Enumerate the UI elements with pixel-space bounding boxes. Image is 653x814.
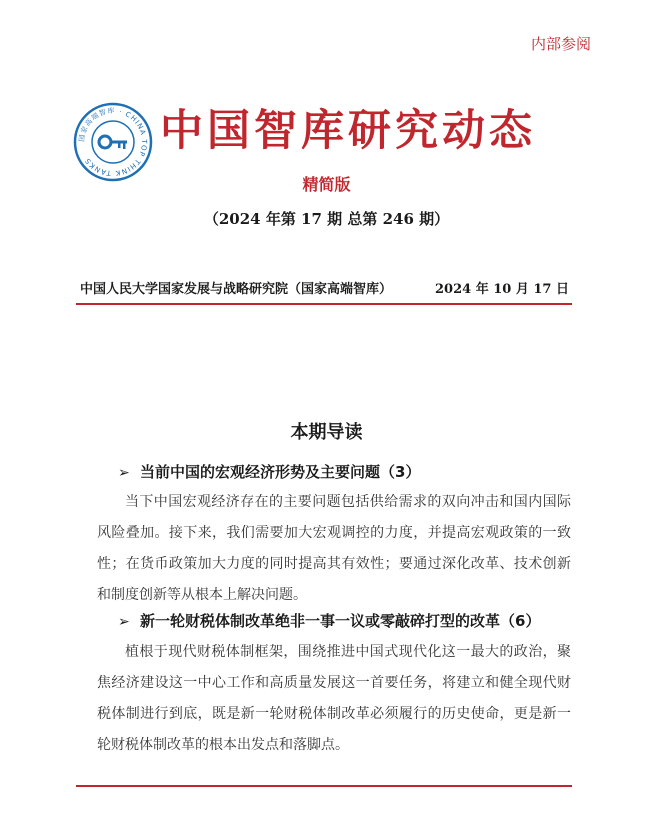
arrow-bullet-icon: ➢ — [118, 614, 130, 630]
article-abstract: 植根于现代财税体制框架，围绕推进中国式现代化这一最大的政治，聚焦经济建设这一中心工作和高质量发展这一首要任务，将建立和健全现代财税体制进行到底，既是新一轮财税体制改革必须履行的历史使命，更是新一轮财税体制改革的根本出发点和落脚点。 — [97, 644, 571, 753]
publication-date: 2024 年 10 月 17 日 — [435, 282, 569, 297]
think-tank-seal-icon — [73, 102, 153, 182]
article-abstract: 当下中国宏观经济存在的主要问题包括供给需求的双向冲击和国内国际风险叠加。接下来，我们需要加大宏观调控的力度，并提高宏观政策的一致性；在货币政策加大力度的同时提高其有效性；要通过深化改革、技术创新和制度创新等从根本上解决问题。 — [97, 494, 571, 603]
publication-title: 中国智库研究动态 — [160, 106, 536, 156]
logo-ring-text: 国家高端智库 · CHINA TOP THINK TANKS — [77, 106, 149, 178]
header-divider — [76, 303, 572, 305]
article-title[interactable] — [118, 610, 540, 631]
article-title-text: 当前中国的宏观经济形势及主要问题（3） — [140, 463, 421, 481]
think-tank-logo — [73, 102, 153, 182]
article-title[interactable] — [118, 461, 420, 482]
internal-reference-label: 内部参阅 — [530, 35, 591, 53]
arrow-bullet-icon: ➢ — [118, 465, 130, 481]
issue-number: （2024 年第 17 期 总第 246 期） — [203, 210, 450, 228]
institution-name: 中国人民大学国家发展与战略研究院（国家高端智库） — [80, 282, 393, 297]
contents-heading: 本期导读 — [290, 422, 363, 443]
footer-divider — [76, 785, 572, 787]
edition-label: 精简版 — [302, 175, 351, 194]
article-title-text: 新一轮财税体制改革绝非一事一议或零敲碎打型的改革（6） — [140, 612, 541, 630]
